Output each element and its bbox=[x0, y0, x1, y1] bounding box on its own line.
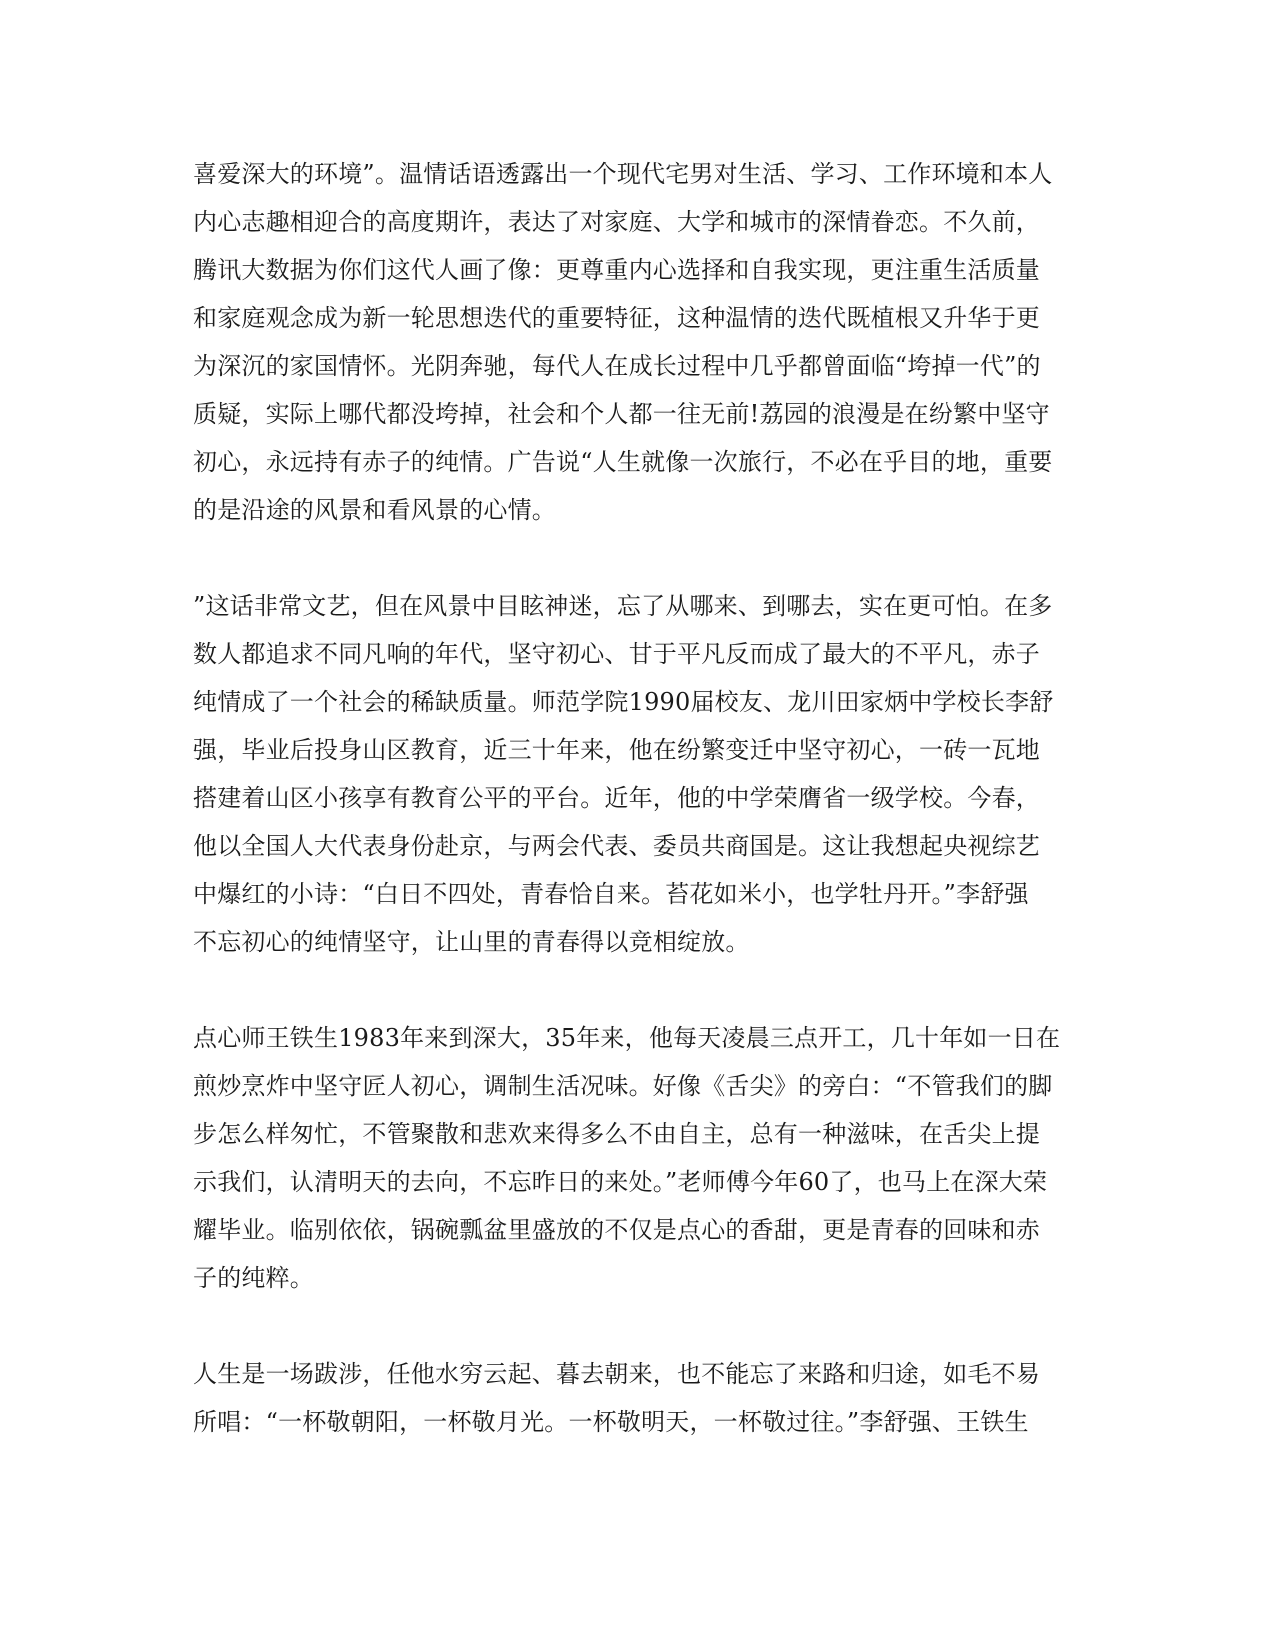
text-line: 和家庭观念成为新一轮思想迭代的重要特征，这种温情的迭代既植根又升华于更 bbox=[193, 304, 1040, 332]
text-line: 步怎么样匆忙，不管聚散和悲欢来得多么不由自主，总有一种滋味，在舌尖上提 bbox=[193, 1120, 1040, 1148]
text-line: 点心师王铁生1983年来到深大，35年来，他每天凌晨三点开工，几十年如一日在 bbox=[193, 1024, 1061, 1052]
text-line: 初心，永远持有赤子的纯情。广告说“人生就像一次旅行，不必在乎目的地，重要 bbox=[193, 448, 1053, 476]
text-line: 腾讯大数据为你们这代人画了像：更尊重内心选择和自我实现，更注重生活质量 bbox=[193, 256, 1040, 284]
text-line: 煎炒烹炸中坚守匠人初心，调制生活况味。好像《舌尖》的旁白：“不管我们的脚 bbox=[193, 1072, 1053, 1100]
text-line: 质疑，实际上哪代都没垮掉，社会和个人都一往无前!荔园的浪漫是在纷繁中坚守 bbox=[193, 400, 1050, 428]
text-line: 数人都追求不同凡响的年代，坚守初心、甘于平凡反而成了最大的不平凡，赤子 bbox=[193, 640, 1040, 668]
text-line: 不忘初心的纯情坚守，让山里的青春得以竞相绽放。 bbox=[193, 928, 750, 956]
text-line: 为深沉的家国情怀。光阴奔驰，每代人在成长过程中几乎都曾面临“垮掉一代”的 bbox=[193, 352, 1041, 380]
paragraph-1 bbox=[193, 150, 1083, 534]
text-line: ”这话非常文艺，但在风景中目眩神迷，忘了从哪来、到哪去，实在更可怕。在多 bbox=[193, 592, 1053, 620]
paragraph-4 bbox=[193, 1350, 1083, 1446]
text-line: 耀毕业。临别依依，锅碗瓢盆里盛放的不仅是点心的香甜，更是青春的回味和赤 bbox=[193, 1216, 1040, 1244]
text-line: 示我们，认清明天的去向，不忘昨日的来处。”老师傅今年60了，也马上在深大荣 bbox=[193, 1168, 1048, 1196]
text-line: 搭建着山区小孩享有教育公平的平台。近年，他的中学荣膺省一级学校。今春， bbox=[193, 784, 1040, 812]
text-line: 内心志趣相迎合的高度期许，表达了对家庭、大学和城市的深情眷恋。不久前， bbox=[193, 208, 1040, 236]
document-body bbox=[193, 150, 1083, 1494]
text-line: 强，毕业后投身山区教育，近三十年来，他在纷繁变迁中坚守初心，一砖一瓦地 bbox=[193, 736, 1040, 764]
text-line: 纯情成了一个社会的稀缺质量。师范学院1990届校友、龙川田家炳中学校长李舒 bbox=[193, 688, 1054, 716]
text-line: 喜爱深大的环境”。温情话语透露出一个现代宅男对生活、学习、工作环境和本人 bbox=[193, 160, 1053, 188]
text-line: 他以全国人大代表身份赴京，与两会代表、委员共商国是。这让我想起央视综艺 bbox=[193, 832, 1040, 860]
paragraph-3 bbox=[193, 1014, 1083, 1302]
text-line: 的是沿途的风景和看风景的心情。 bbox=[193, 496, 556, 524]
text-line: 所唱：“一杯敬朝阳，一杯敬月光。一杯敬明天，一杯敬过往。”李舒强、王铁生 bbox=[193, 1408, 1029, 1436]
text-line: 人生是一场跋涉，任他水穷云起、暮去朝来，也不能忘了来路和归途，如毛不易 bbox=[193, 1360, 1040, 1388]
text-line: 子的纯粹。 bbox=[193, 1264, 314, 1292]
text-line: 中爆红的小诗：“白日不四处，青春恰自来。苔花如米小，也学牡丹开。”李舒强 bbox=[193, 880, 1029, 908]
paragraph-2 bbox=[193, 582, 1083, 966]
